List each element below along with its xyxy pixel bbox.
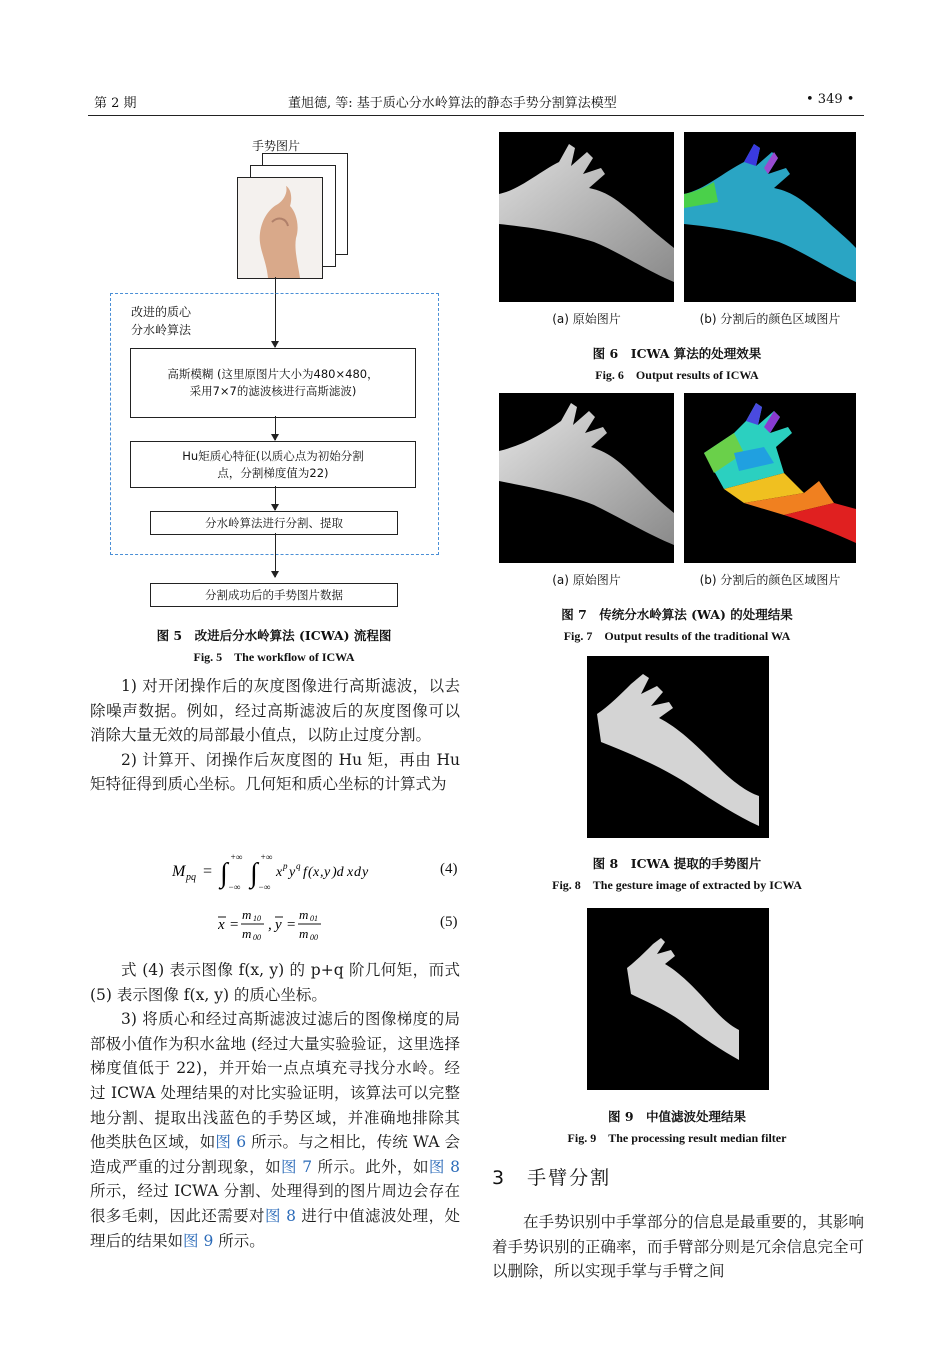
svg-text:00: 00 (253, 933, 261, 942)
svg-text:M: M (172, 863, 186, 880)
svg-text:y: y (275, 917, 282, 933)
svg-text:x: x (347, 865, 354, 880)
header-rule (88, 115, 864, 116)
svg-text:−∞: −∞ (228, 882, 241, 892)
svg-text:d: d (354, 865, 361, 880)
fig7-segmented-image (684, 393, 856, 563)
ref-fig8-second[interactable]: 图 8 (264, 1206, 297, 1225)
left-column-text (90, 674, 460, 797)
svg-text:m: m (299, 926, 309, 941)
fig5-caption-en: Fig. 5 The workflow of ICWA (193, 650, 355, 664)
left-column-text-lower (90, 958, 460, 1253)
ref-fig7[interactable]: 图 7 (280, 1157, 313, 1176)
hand-photo (237, 177, 323, 279)
ref-fig9[interactable]: 图 9 (183, 1231, 214, 1250)
ref-fig6[interactable]: 图 6 (215, 1133, 247, 1152)
svg-text:pq: pq (186, 872, 196, 883)
svg-text:x: x (218, 917, 225, 933)
flow-step-hu-moment: Hu矩质心特征(以质心点为初始分割 点，分割梯度值为22) (130, 441, 416, 488)
issue-number: 第 2 期 (94, 96, 137, 111)
fig7-caption-en: Fig. 7 Output results of the traditional WA (563, 629, 791, 643)
right-column-text (492, 1210, 864, 1284)
flow-arrow-3 (271, 504, 279, 511)
equation-4-number: (4) (440, 861, 458, 877)
svg-text:,: , (268, 917, 272, 933)
svg-text:=: = (202, 863, 213, 880)
svg-text:p: p (283, 861, 288, 871)
icwa-group-label: 改进的质心 分水岭算法 (131, 305, 192, 337)
flow-step-watershed: 分水岭算法进行分割、提取 (150, 511, 398, 535)
svg-text:m: m (299, 907, 309, 922)
paragraph-step1: 1) 对开闭操作后的灰度图像进行高斯滤波，以去除噪声数据。例如，经过高斯滤波后的灰度图像可以消除大量无效的局部最小值点，以防止过度分割。 (90, 677, 460, 745)
svg-text:=: = (229, 917, 240, 933)
fig7-sub-b: (b) 分割后的颜色区域图片 (699, 573, 841, 587)
fig6-segmented-image (684, 132, 856, 302)
fig8-caption-cn: 图 8 ICWA 提取的手势图片 (592, 856, 762, 871)
svg-text:q: q (296, 861, 301, 871)
page-number: • 349 • (806, 92, 855, 107)
paragraph-step3: 3) 将质心和经过高斯滤波过滤后的图像梯度的局部极小值作为积水盆地 (经过大量实验验证，这里选择梯度值低于 22)，并开始一点点填充寻找分水岭。经过 ICWA 处理结果的对比实验证明，该算法可以完整地分割、提取出浅蓝色的手势区域，并准确地排除其他类肤色区域，如图 6 所示。与之相比，传统 WA 会造成严重的过分割现象，如图 7 所示。此外，如图 8 所示，经过 ICWA 分割、处理得到的图片周边会存在很多毛刺，因此还需要对图 8 进行中值滤波处理，处理后的结果如图 9 所示。 (90, 1010, 460, 1250)
fig7-caption-cn: 图 7 传统分水岭算法 (WA) 的处理结果 (561, 607, 793, 622)
fig5-caption-cn: 图 5 改进后分水岭算法 (ICWA) 流程图 (156, 628, 392, 643)
svg-text:∫: ∫ (220, 858, 228, 889)
svg-text:)d: )d (332, 865, 344, 880)
fig7-original-image (499, 393, 674, 563)
svg-text:00: 00 (310, 933, 318, 942)
flow-output: 分割成功后的手势图片数据 (150, 583, 398, 607)
svg-text:,: , (320, 865, 324, 880)
paragraph-eq-explanation: 式 (4) 表示图像 f(x, y) 的 p+q 阶几何矩，而式 (5) 表示图像 f(x, y) 的质心坐标。 (90, 961, 460, 1004)
fig9-caption-cn: 图 9 中值滤波处理结果 (607, 1109, 747, 1124)
fig6-sub-a: (a) 原始图片 (552, 312, 621, 326)
fig8-caption-en: Fig. 8 The gesture image of extracted by ICWA (552, 878, 802, 892)
svg-text:(: ( (308, 865, 313, 880)
ref-fig8[interactable]: 图 8 (428, 1157, 460, 1176)
svg-text:∫: ∫ (250, 858, 258, 889)
svg-text:m: m (242, 907, 252, 922)
svg-text:=: = (286, 917, 297, 933)
svg-text:+∞: +∞ (230, 852, 243, 862)
svg-text:f: f (303, 865, 307, 880)
fig8-extracted-gesture (587, 656, 769, 838)
svg-text:−∞: −∞ (258, 882, 271, 892)
svg-text:y: y (362, 865, 369, 880)
paragraph-step2: 2) 计算开、闭操作后灰度图的 Hu 矩，再由 Hu 矩特征得到质心坐标。几何矩和质心坐标的计算式为 (90, 750, 460, 794)
equation-5 (218, 905, 338, 950)
svg-text:01: 01 (310, 914, 318, 923)
flow-arrow-2 (271, 434, 279, 441)
equation-5-number: (5) (440, 914, 458, 930)
flow-input-label: 手势图片 (252, 139, 301, 153)
fig6-caption-cn: 图 6 ICWA 算法的处理效果 (592, 346, 762, 361)
fig9-caption-en: Fig. 9 The processing result median filter (567, 1131, 787, 1145)
fig6-sub-b: (b) 分割后的颜色区域图片 (699, 312, 841, 326)
fig6-caption-en: Fig. 6 Output results of ICWA (595, 368, 759, 382)
svg-text:m: m (242, 926, 252, 941)
flow-arrow-4 (271, 571, 279, 578)
fig9-median-filtered (587, 908, 769, 1090)
running-title: 董旭德, 等: 基于质心分水岭算法的静态手势分割算法模型 (288, 96, 617, 111)
svg-text:x: x (276, 865, 283, 880)
svg-text:y: y (289, 865, 296, 880)
svg-text:+∞: +∞ (260, 852, 273, 862)
equation-4 (172, 852, 412, 897)
fig7-sub-a: (a) 原始图片 (552, 573, 621, 587)
section-3-heading: 3 手臂分割 (492, 1167, 612, 1189)
svg-text:x: x (313, 865, 320, 880)
flow-step-gaussian-blur: 高斯模糊 (这里原图片大小为480×480， 采用7×7的滤波核进行高斯滤波) (130, 348, 416, 418)
svg-text:10: 10 (253, 914, 261, 923)
svg-text:y: y (324, 865, 331, 880)
fig6-original-image (499, 132, 674, 302)
paragraph-arm-segmentation: 在手势识别中手掌部分的信息是最重要的，其影响着手势识别的正确率，而手臂部分则是冗余信息完全可以删除，所以实现手掌与手臂之间 (492, 1213, 865, 1281)
